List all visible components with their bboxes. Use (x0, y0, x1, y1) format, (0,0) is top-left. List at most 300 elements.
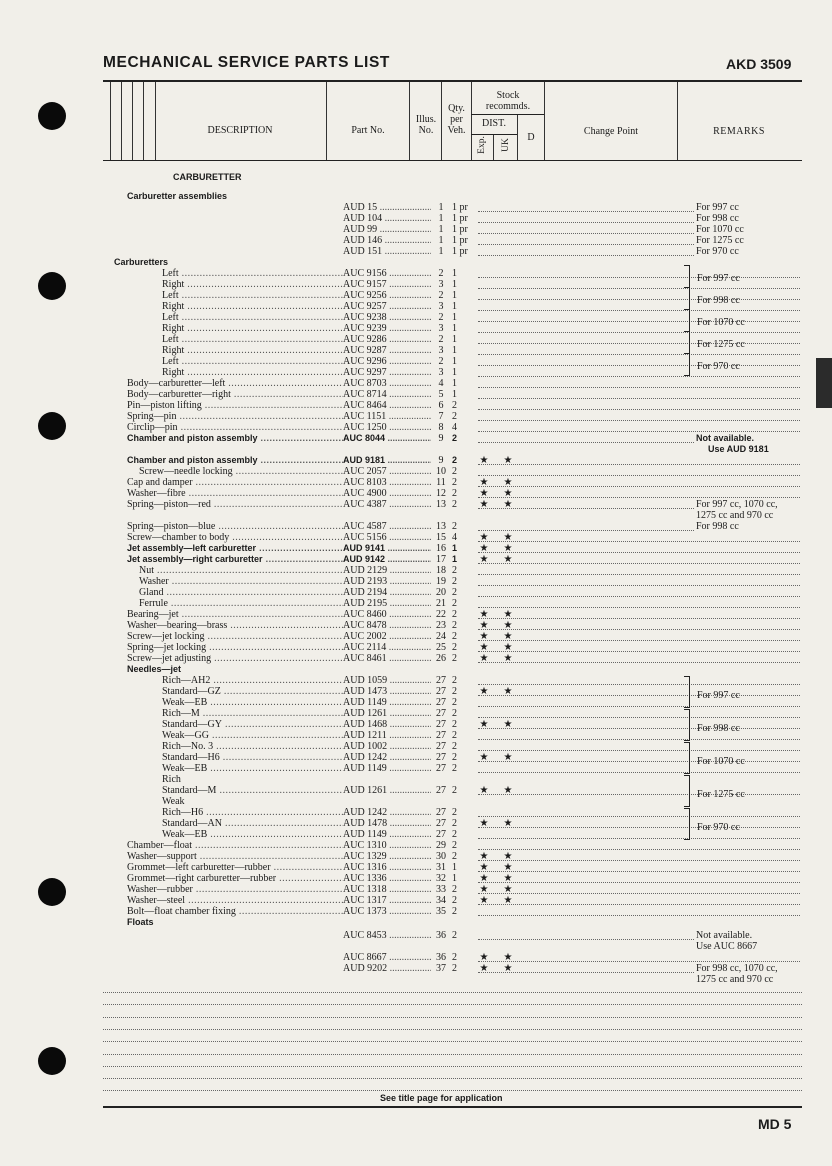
row-part-number: AUC 9239 ..... (343, 323, 431, 334)
row-stock-uk-star: ★ (503, 532, 513, 543)
row-stock-exp-star: ★ (479, 499, 489, 510)
row-stock-exp-star: ★ (479, 543, 489, 554)
col-rule (143, 82, 144, 160)
row-qty: 2 (452, 818, 457, 829)
remark-bracket (684, 808, 690, 840)
row-part-number: AUD 1149 ..... (343, 829, 431, 840)
row-part-number: AUC 1151 ..... (343, 411, 431, 422)
header-bottom-rule (103, 160, 802, 161)
row-description: Jet assembly—right carburetter ..... (127, 554, 343, 565)
row-illus-no: 27 (436, 818, 446, 829)
blank-ruled-line (103, 1017, 802, 1018)
row-leader-line (478, 915, 800, 916)
row-qty: 2 (452, 752, 457, 763)
row-remark: For 1070 cc (696, 224, 744, 235)
blank-ruled-line (103, 1078, 802, 1079)
row-qty: 1 (452, 301, 457, 312)
row-leader-line (478, 860, 800, 861)
row-stock-uk-star: ★ (503, 477, 513, 488)
row-description: Rich—No. 3 ..... (162, 741, 343, 752)
row-leader-line (478, 585, 800, 586)
row-leader-line (478, 475, 800, 476)
row-part-number: AUD 1261 ..... (343, 785, 431, 796)
row-stock-uk-star: ★ (503, 873, 513, 884)
row-leader-line (478, 706, 800, 707)
col-header-change-point: Change Point (583, 126, 639, 137)
row-leader-line (478, 772, 800, 773)
row-remark: Use AUD 9181 (708, 444, 769, 454)
row-description: Rich—H6 ..... (162, 807, 343, 818)
row-description: Floats (127, 917, 154, 927)
row-remark: Use AUC 8667 (696, 941, 758, 952)
row-stock-exp-star: ★ (479, 719, 489, 730)
row-illus-no: 15 (436, 532, 446, 543)
row-stock-exp-star: ★ (479, 884, 489, 895)
row-stock-uk-star: ★ (503, 895, 513, 906)
row-illus-no: 29 (436, 840, 446, 851)
row-description: Rich—AH2 ..... (162, 675, 343, 686)
row-illus-no: 13 (436, 521, 446, 532)
row-leader-line (478, 893, 800, 894)
row-description: Grommet—left carburetter—rubber ..... (127, 862, 343, 873)
col-rule (471, 82, 472, 160)
row-description: Screw—jet adjusting ..... (127, 653, 343, 664)
col-header-description: DESCRIPTION (207, 125, 273, 136)
row-part-number: AUC 1316 ..... (343, 862, 431, 873)
row-description: Cap and damper ..... (127, 477, 343, 488)
row-leader-line (478, 552, 800, 553)
row-leader-line (478, 354, 800, 355)
row-leader-line (478, 871, 800, 872)
row-qty: 1 pr (452, 246, 468, 257)
row-description: Screw—jet locking ..... (127, 631, 343, 642)
row-description: Body—carburetter—left ..... (127, 378, 343, 389)
col-rule (121, 82, 122, 160)
row-part-number: AUD 104 ..... (343, 213, 431, 224)
row-leader-line (478, 596, 800, 597)
col-rule (677, 82, 678, 160)
row-qty: 2 (452, 499, 457, 510)
row-qty: 2 (452, 895, 457, 906)
row-qty: 1 (452, 543, 458, 553)
row-leader-line (478, 695, 800, 696)
row-leader-line (478, 684, 800, 685)
row-part-number: AUC 4587 ..... (343, 521, 431, 532)
punch-hole-2 (38, 272, 66, 300)
row-illus-no: 30 (436, 851, 446, 862)
row-description: Left ..... (162, 312, 343, 323)
row-part-number: AUC 9257 ..... (343, 301, 431, 312)
punch-hole-3 (38, 412, 66, 440)
row-description: Needles—jet (127, 664, 182, 674)
row-illus-no: 16 (436, 543, 446, 554)
row-description: Pin—piston lifting ..... (127, 400, 343, 411)
row-leader-line (478, 310, 800, 311)
row-remark: For 1275 cc (696, 235, 744, 246)
row-leader-line (478, 972, 694, 973)
row-qty: 1 (452, 334, 457, 345)
row-leader-line (478, 739, 800, 740)
remark-bracket (684, 709, 690, 741)
row-leader-line (478, 442, 694, 443)
row-illus-no: 34 (436, 895, 446, 906)
row-qty: 2 (452, 697, 457, 708)
row-leader-line (478, 321, 800, 322)
row-qty: 2 (452, 598, 457, 609)
bracket-remark-label: For 997 cc (697, 273, 740, 284)
row-illus-no: 25 (436, 642, 446, 653)
row-illus-no: 27 (436, 697, 446, 708)
remark-bracket (684, 309, 690, 332)
row-leader-line (478, 420, 800, 421)
row-qty: 4 (452, 422, 457, 433)
bracket-remark-label: For 970 cc (697, 822, 740, 833)
blank-ruled-line (103, 1029, 802, 1030)
page-number: MD 5 (758, 1116, 792, 1132)
row-illus-no: 17 (436, 554, 446, 565)
row-leader-line (478, 794, 800, 795)
blank-ruled-line (103, 1090, 802, 1091)
col-header-stock: Stock recommds. (485, 90, 531, 112)
row-part-number: AUD 1473 ..... (343, 686, 431, 697)
row-stock-uk-star: ★ (503, 543, 513, 554)
row-description: Washer—support ..... (127, 851, 343, 862)
row-stock-exp-star: ★ (479, 686, 489, 697)
stock-sub-rule (471, 114, 544, 115)
footer-note: See title page for application (380, 1093, 503, 1103)
row-illus-no: 27 (436, 741, 446, 752)
row-illus-no: 9 (438, 455, 444, 466)
row-leader-line (478, 662, 800, 663)
row-description: Gland ..... (139, 587, 343, 598)
col-header-part-no: Part No. (351, 125, 385, 136)
row-illus-no: 1 (438, 202, 444, 213)
row-leader-line (478, 618, 800, 619)
row-illus-no: 27 (436, 763, 446, 774)
col-header-illus: Illus. No. (415, 114, 437, 136)
row-description: Washer—fibre ..... (127, 488, 343, 499)
row-illus-no: 33 (436, 884, 446, 895)
row-stock-exp-star: ★ (479, 785, 489, 796)
row-illus-no: 7 (438, 411, 444, 422)
row-part-number: AUD 1149 ..... (343, 697, 431, 708)
row-stock-uk-star: ★ (503, 884, 513, 895)
row-leader-line (478, 750, 800, 751)
row-remark: For 998 cc, 1070 cc, (696, 963, 778, 974)
row-description: Spring—piston—red ..... (127, 499, 343, 510)
row-leader-line (478, 838, 800, 839)
row-stock-uk-star: ★ (503, 952, 513, 963)
row-stock-uk-star: ★ (503, 642, 513, 653)
row-stock-uk-star: ★ (503, 499, 513, 510)
row-stock-uk-star: ★ (503, 686, 513, 697)
row-part-number: AUC 8460 ..... (343, 609, 431, 620)
row-part-number: AUC 9157 ..... (343, 279, 431, 290)
row-illus-no: 36 (436, 952, 446, 963)
row-stock-exp-star: ★ (479, 532, 489, 543)
row-illus-no: 2 (438, 356, 444, 367)
row-qty: 2 (452, 785, 457, 796)
row-part-number: AUC 1318 ..... (343, 884, 431, 895)
row-leader-line (478, 387, 800, 388)
page-title: MECHANICAL SERVICE PARTS LIST (103, 54, 390, 71)
row-part-number: AUD 15 ..... (343, 202, 431, 213)
row-illus-no: 9 (438, 433, 444, 444)
row-leader-line (478, 508, 694, 509)
row-qty: 1 (452, 312, 457, 323)
row-illus-no: 27 (436, 785, 446, 796)
row-leader-line (478, 827, 800, 828)
row-qty: 1 (452, 356, 457, 367)
row-illus-no: 3 (438, 367, 444, 378)
row-qty: 2 (452, 466, 457, 477)
row-stock-exp-star: ★ (479, 952, 489, 963)
row-stock-uk-star: ★ (503, 752, 513, 763)
row-stock-uk-star: ★ (503, 488, 513, 499)
remark-bracket (684, 331, 690, 354)
col-rule (493, 134, 494, 160)
col-rule (409, 82, 410, 160)
row-description: Standard—AN ..... (162, 818, 343, 829)
row-qty: 2 (452, 455, 458, 465)
row-description: Circlip—pin ..... (127, 422, 343, 433)
row-part-number: AUC 2114 ..... (343, 642, 431, 653)
col-rule (441, 82, 442, 160)
row-description: Left ..... (162, 290, 343, 301)
col-header-exp: Exp. (477, 136, 487, 154)
row-description: Chamber and piston assembly ..... (127, 433, 343, 444)
row-part-number: AUD 2195 ..... (343, 598, 431, 609)
row-description: Carburetter assemblies (127, 191, 228, 201)
row-stock-uk-star: ★ (503, 719, 513, 730)
row-illus-no: 31 (436, 862, 446, 873)
blank-ruled-line (103, 1041, 802, 1042)
row-part-number: AUD 9141 ..... (343, 543, 431, 554)
row-qty: 2 (452, 884, 457, 895)
row-description: Left ..... (162, 356, 343, 367)
row-illus-no: 1 (438, 246, 444, 257)
remark-bracket (684, 265, 690, 288)
row-leader-line (478, 486, 800, 487)
row-qty: 2 (452, 730, 457, 741)
row-part-number: AUC 8044 ..... (343, 433, 431, 444)
row-illus-no: 19 (436, 576, 446, 587)
punch-hole-5 (38, 1047, 66, 1075)
row-qty: 1 pr (452, 213, 468, 224)
row-qty: 2 (452, 708, 457, 719)
row-leader-line (478, 222, 694, 223)
row-illus-no: 12 (436, 488, 446, 499)
row-remark: For 997 cc, 1070 cc, (696, 499, 778, 510)
row-leader-line (478, 849, 800, 850)
row-illus-no: 35 (436, 906, 446, 917)
row-leader-line (478, 398, 800, 399)
row-qty: 2 (452, 906, 457, 917)
row-illus-no: 23 (436, 620, 446, 631)
row-stock-exp-star: ★ (479, 455, 489, 466)
row-illus-no: 3 (438, 279, 444, 290)
row-description: Standard—M ..... (162, 785, 343, 796)
blank-ruled-line (103, 992, 802, 993)
row-description: Carburetters (114, 257, 169, 267)
row-qty: 2 (452, 565, 457, 576)
row-part-number: AUD 1149 ..... (343, 763, 431, 774)
row-leader-line (478, 288, 800, 289)
col-header-d: D (527, 132, 535, 143)
blank-ruled-line (103, 1004, 802, 1005)
row-qty: 2 (452, 620, 457, 631)
row-stock-exp-star: ★ (479, 851, 489, 862)
row-part-number: AUC 4387 ..... (343, 499, 431, 510)
row-stock-uk-star: ★ (503, 554, 513, 565)
row-description: Weak—EB ..... (162, 697, 343, 708)
row-illus-no: 6 (438, 400, 444, 411)
row-stock-exp-star: ★ (479, 609, 489, 620)
row-description: Right ..... (162, 279, 343, 290)
bracket-remark-label: For 1275 cc (697, 339, 745, 350)
remark-bracket (684, 353, 690, 376)
row-leader-line (478, 629, 800, 630)
row-stock-uk-star: ★ (503, 455, 513, 466)
row-leader-line (478, 343, 800, 344)
row-illus-no: 5 (438, 389, 444, 400)
row-part-number: AUD 9202 ..... (343, 963, 431, 974)
row-qty: 2 (452, 477, 457, 488)
row-qty: 2 (452, 631, 457, 642)
row-leader-line (478, 431, 800, 432)
row-qty: 2 (452, 829, 457, 840)
row-description: Washer—bearing—brass ..... (127, 620, 343, 631)
row-part-number: AUC 1329 ..... (343, 851, 431, 862)
row-part-number: AUC 1310 ..... (343, 840, 431, 851)
row-illus-no: 1 (438, 213, 444, 224)
row-illus-no: 27 (436, 719, 446, 730)
row-leader-line (478, 574, 800, 575)
row-part-number: AUD 1242 ..... (343, 752, 431, 763)
blank-ruled-line (103, 1054, 802, 1055)
row-description: Rich (162, 774, 181, 785)
row-description: Chamber—float ..... (127, 840, 343, 851)
row-description: Bearing—jet ..... (127, 609, 343, 620)
row-qty: 2 (452, 400, 457, 411)
row-part-number: AUC 1336 ..... (343, 873, 431, 884)
row-part-number: AUC 8703 ..... (343, 378, 431, 389)
row-description: Ferrule ..... (139, 598, 343, 609)
row-qty: 2 (452, 609, 457, 620)
row-stock-exp-star: ★ (479, 862, 489, 873)
row-stock-uk-star: ★ (503, 609, 513, 620)
row-leader-line (478, 717, 800, 718)
row-remark: For 998 cc (696, 521, 739, 532)
row-qty: 1 pr (452, 235, 468, 246)
row-illus-no: 8 (438, 422, 444, 433)
row-stock-uk-star: ★ (503, 653, 513, 664)
punch-hole-1 (38, 102, 66, 130)
row-leader-line (478, 939, 694, 940)
row-qty: 2 (452, 952, 457, 963)
row-illus-no: 27 (436, 829, 446, 840)
row-part-number: AUC 8464 ..... (343, 400, 431, 411)
row-leader-line (478, 376, 800, 377)
row-part-number: AUC 1250 ..... (343, 422, 431, 433)
row-description: Washer—rubber ..... (127, 884, 343, 895)
col-rule (517, 114, 518, 160)
row-description: Bolt—float chamber fixing ..... (127, 906, 343, 917)
bracket-remark-label: For 1275 cc (697, 789, 745, 800)
row-part-number: AUC 4900 ..... (343, 488, 431, 499)
row-illus-no: 36 (436, 930, 446, 941)
row-illus-no: 3 (438, 345, 444, 356)
row-illus-no: 4 (438, 378, 444, 389)
row-leader-line (478, 816, 800, 817)
row-leader-line (478, 728, 800, 729)
row-illus-no: 13 (436, 499, 446, 510)
row-part-number: AUC 9296 ..... (343, 356, 431, 367)
row-part-number: AUD 2193 ..... (343, 576, 431, 587)
row-qty: 4 (452, 532, 457, 543)
row-qty: 1 (452, 367, 457, 378)
row-leader-line (478, 761, 800, 762)
row-description: Nut ..... (139, 565, 343, 576)
row-description: Screw—needle locking ..... (139, 466, 343, 477)
row-qty: 1 (452, 389, 457, 400)
row-part-number: AUD 1059 ..... (343, 675, 431, 686)
row-illus-no: 3 (438, 323, 444, 334)
row-illus-no: 1 (438, 224, 444, 235)
row-leader-line (478, 497, 800, 498)
col-rule (544, 82, 545, 160)
row-leader-line (478, 211, 694, 212)
row-qty: 2 (452, 576, 457, 587)
row-qty: 1 (452, 323, 457, 334)
row-description: Right ..... (162, 367, 343, 378)
col-rule (155, 82, 156, 160)
remark-bracket (684, 676, 690, 708)
row-description: Spring—piston—blue ..... (127, 521, 343, 532)
remark-bracket (684, 742, 690, 774)
row-description: Weak—GG ..... (162, 730, 343, 741)
row-description: Washer—steel ..... (127, 895, 343, 906)
row-qty: 2 (452, 653, 457, 664)
row-part-number: AUC 8667 ..... (343, 952, 431, 963)
row-leader-line (478, 530, 694, 531)
row-leader-line (478, 541, 800, 542)
row-stock-exp-star: ★ (479, 653, 489, 664)
row-part-number: AUC 2002 ..... (343, 631, 431, 642)
row-leader-line (478, 233, 694, 234)
row-qty: 2 (452, 851, 457, 862)
row-part-number: AUC 8461 ..... (343, 653, 431, 664)
row-illus-no: 18 (436, 565, 446, 576)
row-illus-no: 37 (436, 963, 446, 974)
row-leader-line (478, 563, 800, 564)
row-description: Left ..... (162, 334, 343, 345)
row-qty: 1 pr (452, 224, 468, 235)
row-part-number: AUC 8714 ..... (343, 389, 431, 400)
punch-hole-4 (38, 878, 66, 906)
bracket-remark-label: For 1070 cc (697, 317, 745, 328)
row-stock-exp-star: ★ (479, 895, 489, 906)
row-remark: Not available. (696, 930, 753, 941)
row-illus-no: 10 (436, 466, 446, 477)
row-description: Grommet—right carburetter—rubber ..... (127, 873, 343, 884)
row-illus-no: 32 (436, 873, 446, 884)
row-illus-no: 20 (436, 587, 446, 598)
row-stock-exp-star: ★ (479, 488, 489, 499)
row-leader-line (478, 882, 800, 883)
col-header-remarks: REMARKS (713, 126, 765, 137)
row-part-number: AUC 9287 ..... (343, 345, 431, 356)
